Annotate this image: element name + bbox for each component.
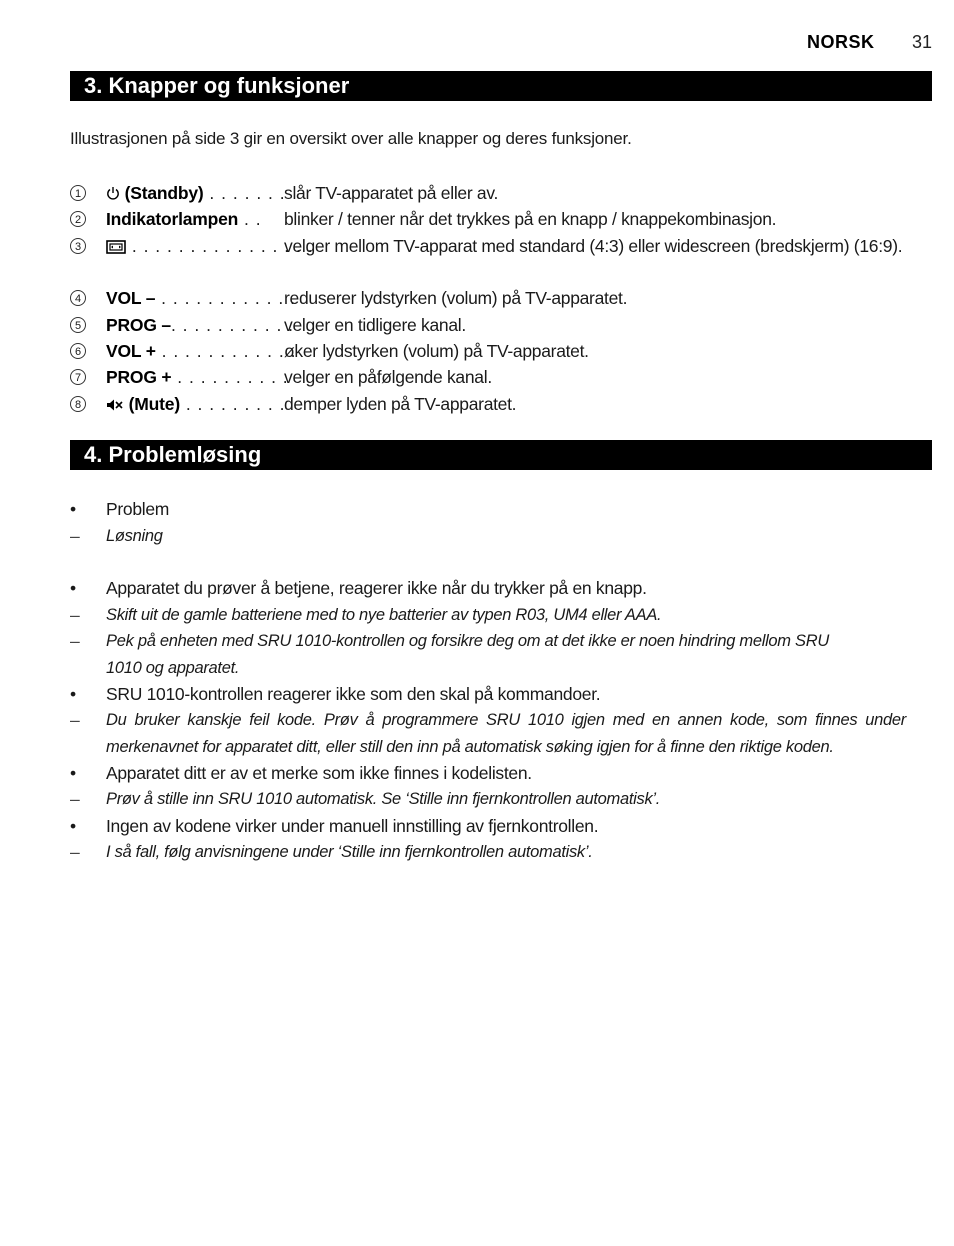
item-number: 8 — [70, 396, 86, 412]
function-description: øker lydstyrken (volum) på TV-apparatet. — [284, 341, 589, 361]
bullet: • — [70, 578, 77, 598]
leader-dots: . . . . . . . . . . . . — [155, 341, 297, 361]
function-label: PROG – — [106, 315, 171, 335]
function-label: (Standby) — [124, 183, 204, 203]
item-number: 5 — [70, 317, 86, 333]
dash: – — [70, 789, 80, 809]
solution-text: Pek på enheten med SRU 1010-kontrollen og forsikre deg om at det ikke er noen hindring mellom SRU 1010 og apparatet. — [106, 632, 829, 677]
problem-text: SRU 1010-kontrollen reagerer ikke som den skal på kommandoer. — [106, 684, 601, 704]
item-number: 2 — [70, 211, 86, 227]
item-number: 4 — [70, 290, 86, 306]
function-label: (Mute) — [128, 394, 180, 414]
function-description: velger en tidligere kanal. — [284, 315, 466, 335]
section-heading-buttons: 3. Knapper og funksjoner — [70, 71, 932, 101]
function-label: VOL – — [106, 288, 156, 308]
leader-dots: . . . . . . . — [203, 183, 286, 203]
function-label: PROG + — [106, 367, 172, 387]
function-label: Indikatorlampen — [106, 209, 239, 229]
function-description: reduserer lydstyrken (volum) på TV-apparatet. — [284, 288, 628, 308]
bullet: • — [70, 684, 77, 704]
leader-dots: . . — [238, 209, 262, 229]
problem-text: Ingen av kodene virker under manuell innstilling av fjernkontrollen. — [106, 816, 599, 836]
dash: – — [70, 526, 80, 546]
bullet: • — [70, 499, 77, 519]
legend-problem-text: Problem — [106, 499, 170, 519]
function-description: blinker / tenner når det trykkes på en knapp / knappekombinasjon. — [284, 209, 777, 229]
leader-dots: . . . . . . . . . . . — [170, 315, 295, 335]
aspect-ratio-icon — [106, 235, 126, 261]
item-number: 1 — [70, 185, 86, 201]
section-heading-troubleshooting: 4. Problemløsing — [70, 440, 932, 470]
item-number: 6 — [70, 343, 86, 359]
section-intro: Illustrasjonen på side 3 gir en oversikt over alle knapper og deres funksjoner. — [70, 129, 632, 148]
solution-text: Du bruker kanskje feil kode. Prøv å programmere SRU 1010 igjen med en annen kode, som finnes under merkenavnet for apparatet ditt, eller still den inn på automatisk søking igjen for å finne den riktige koden. — [106, 711, 906, 756]
problem-text: Apparatet ditt er av et merke som ikke finnes i kodelisten. — [106, 763, 532, 783]
function-description: demper lyden på TV-apparatet. — [284, 394, 517, 414]
language-label: NORSK — [807, 32, 875, 52]
item-number: 7 — [70, 369, 86, 385]
bullet: • — [70, 816, 77, 836]
function-label: VOL + — [106, 341, 156, 361]
dash: – — [70, 605, 80, 625]
function-description: velger mellom TV-apparat med standard (4:3) eller widescreen (bredskjerm) (16:9). — [284, 236, 903, 256]
dash: – — [70, 631, 80, 651]
bullet: • — [70, 763, 77, 783]
function-description: velger en påfølgende kanal. — [284, 367, 492, 387]
function-description: slår TV-apparatet på eller av. — [284, 183, 499, 203]
leader-dots: . . . . . . . . . — [179, 394, 286, 414]
page-number: 31 — [912, 32, 933, 52]
solution-text: Skift uit de gamle batteriene med to nye batterier av typen R03, UM4 eller AAA. — [106, 606, 662, 624]
leader-dots: . . . . . . . . . . . . . . . . — [126, 236, 314, 256]
solution-text: I så fall, følg anvisningene under ‘Stille inn fjernkontrollen automatisk’. — [106, 843, 593, 861]
problem-text: Apparatet du prøver å betjene, reagerer ikke når du trykker på en knapp. — [106, 578, 647, 598]
power-icon — [106, 182, 120, 208]
solution-text: Prøv å stille inn SRU 1010 automatisk. Se ‘Stille inn fjernkontrollen automatisk’. — [106, 790, 661, 808]
leader-dots: . . . . . . . . . . . . — [155, 288, 296, 308]
dash: – — [70, 710, 80, 730]
leader-dots: . . . . . . . . . . — [171, 367, 289, 387]
dash: – — [70, 842, 80, 862]
mute-icon — [106, 393, 124, 419]
item-number: 3 — [70, 238, 86, 254]
legend-solution-text: Løsning — [106, 527, 163, 545]
